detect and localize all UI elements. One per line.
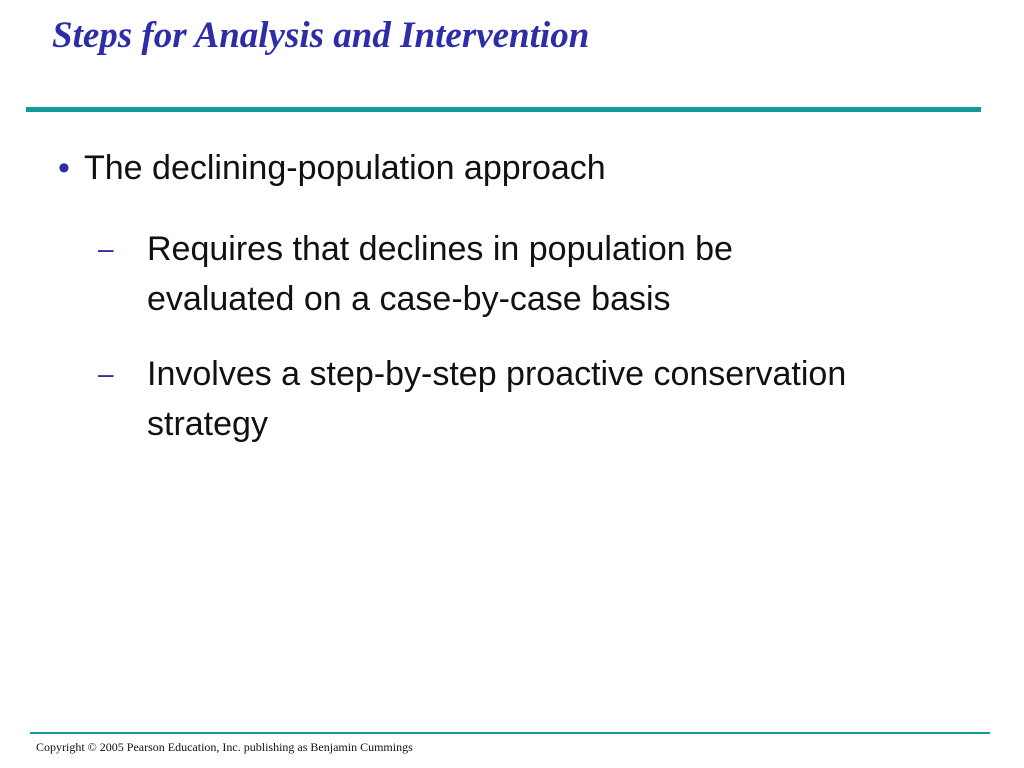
- sub-bullet-line: strategy: [147, 405, 268, 443]
- sub-bullet-item: [0, 349, 1000, 449]
- sub-bullet-marker: –: [98, 233, 114, 264]
- bullet-item: [0, 144, 1000, 192]
- sub-bullet-text: [147, 224, 987, 324]
- sub-bullet-line: Requires that declines in population be: [147, 230, 733, 268]
- footer-divider: [30, 732, 990, 734]
- slide-title: Steps for Analysis and Intervention: [52, 15, 590, 56]
- sub-bullet-line: evaluated on a case-by-case basis: [147, 280, 671, 318]
- copyright-footer: Copyright © 2005 Pearson Education, Inc. publishing as Benjamin Cummings: [36, 740, 413, 754]
- title-divider: [26, 107, 981, 112]
- sub-bullet-marker: –: [98, 358, 114, 389]
- bullet-marker: •: [58, 149, 70, 187]
- bullet-text: The declining-population approach: [84, 149, 606, 187]
- sub-bullet-line: Involves a step-by-step proactive conservation: [147, 355, 847, 393]
- sub-bullet-item: [0, 224, 1000, 324]
- sub-bullet-text: [147, 349, 987, 449]
